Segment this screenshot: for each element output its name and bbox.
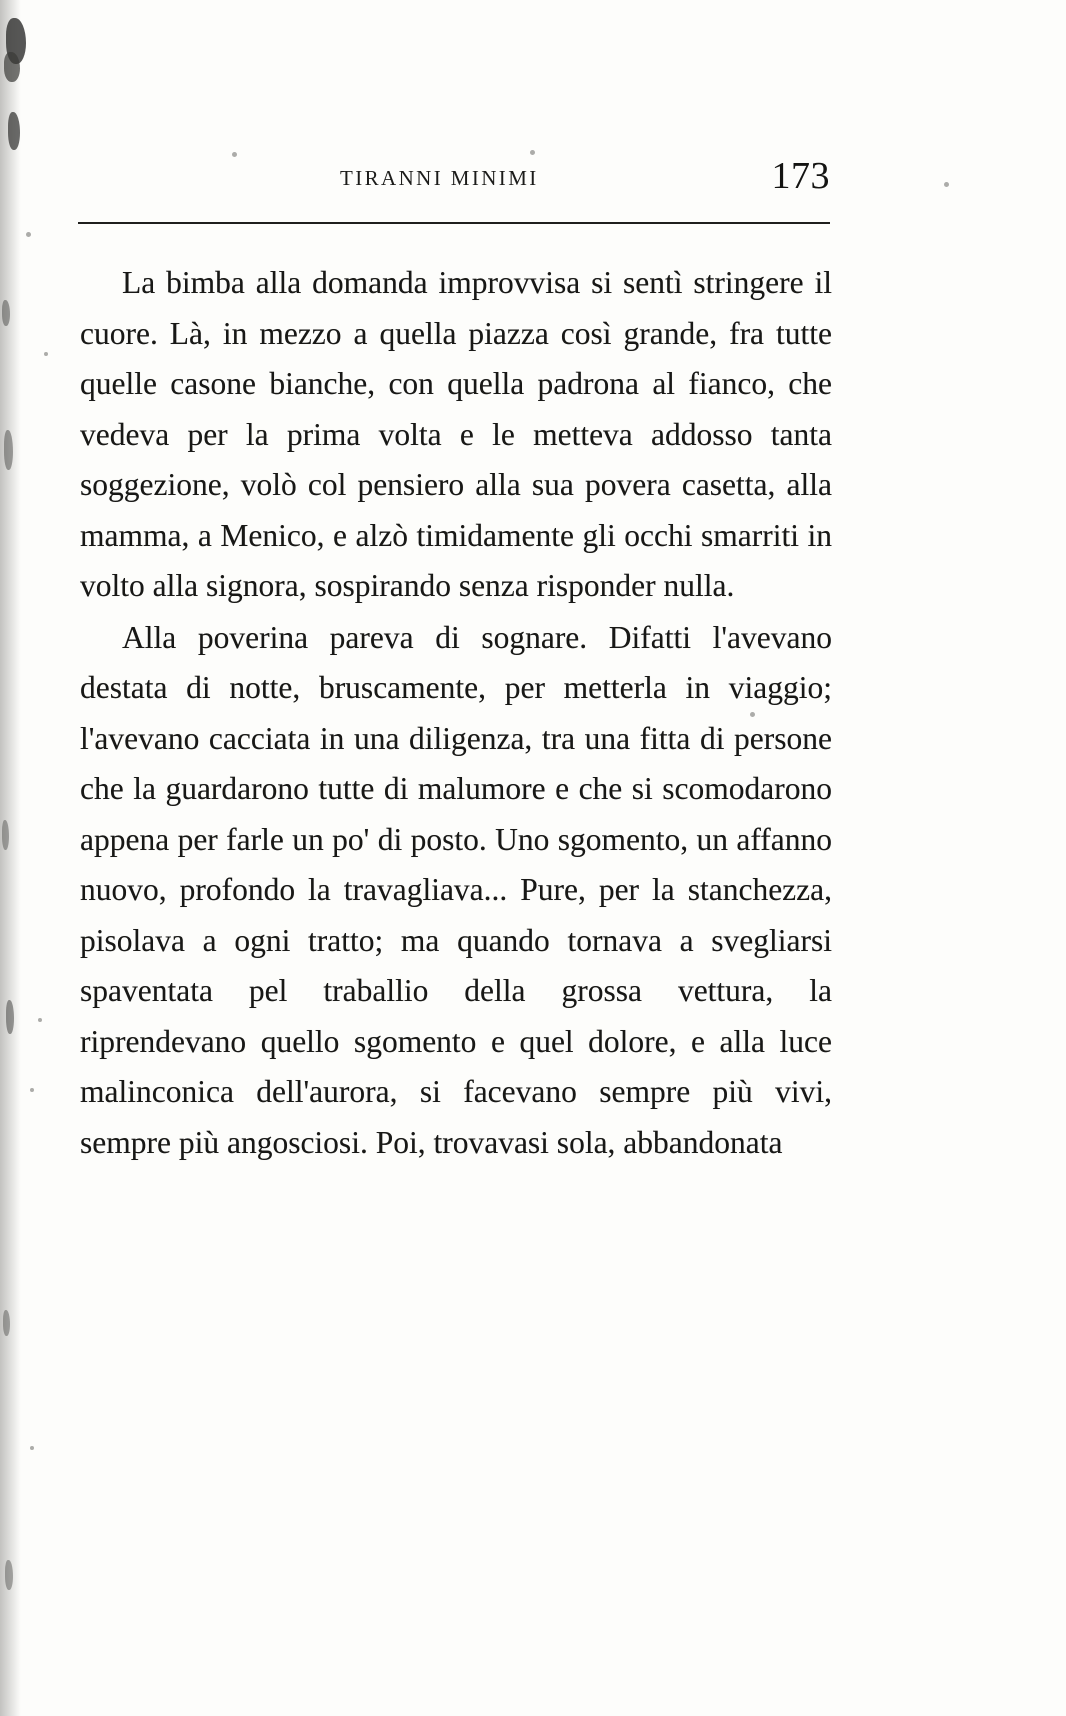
scan-speck — [38, 1018, 42, 1022]
scan-speck — [944, 182, 949, 187]
scan-artifact — [2, 820, 9, 850]
page-header — [78, 155, 838, 204]
paragraph: La bimba alla domanda improvvisa si sentì stringere il cuore. Là, in mezzo a quella piazza così grande, fra tutte quelle casone bianche, con quella padrona al fianco, che vedeva per la prima volta e le metteva addosso tanta soggezione, volò col pensiero alla sua povera casetta, alla mamma, a Menico, e alzò timidamente gli occhi smarriti in volto alla signora, sospirando senza risponder nulla. — [80, 265, 832, 603]
scan-artifact — [5, 1560, 13, 1590]
running-title: TIRANNI MINIMI — [340, 166, 539, 190]
scan-artifact — [4, 430, 13, 470]
scan-speck — [530, 150, 535, 155]
scan-speck — [232, 152, 237, 157]
scan-speck — [30, 1446, 34, 1450]
scan-artifact — [4, 52, 20, 82]
scan-speck — [30, 1088, 34, 1092]
scan-artifact — [6, 1000, 14, 1034]
scan-artifact — [2, 300, 10, 326]
paragraph: Alla poverina pareva di sognare. Difatti l'avevano destata di notte, bruscamente, per metterla in viaggio; l'avevano cacciata in una diligenza, tra una fitta di persone che la guardarono tutte di malumore e che si scomodarono appena per farle un po' di posto. Uno sgomento, un affanno nuovo, profondo la travagliava... Pure, per la stanchezza, pisolava a ogni tratto; ma quando tornava a svegliarsi spaventata pel traballio della grossa vettura, la riprendevano quello sgomento e quel dolore, e alla luce malinconica dell'aurora, si facevano sempre più vivi, sempre più angosciosi. Poi, trovavasi sola, abbandonata — [80, 619, 832, 1160]
page-number: 173 — [771, 155, 830, 197]
scan-artifact — [6, 18, 26, 64]
scan-speck — [26, 232, 31, 237]
scan-artifact — [3, 1310, 10, 1336]
scan-artifact — [8, 112, 20, 150]
body-text — [80, 258, 832, 1168]
scan-speck — [44, 352, 48, 356]
header-divider — [78, 222, 830, 224]
scan-gutter-shadow — [0, 0, 26, 1716]
